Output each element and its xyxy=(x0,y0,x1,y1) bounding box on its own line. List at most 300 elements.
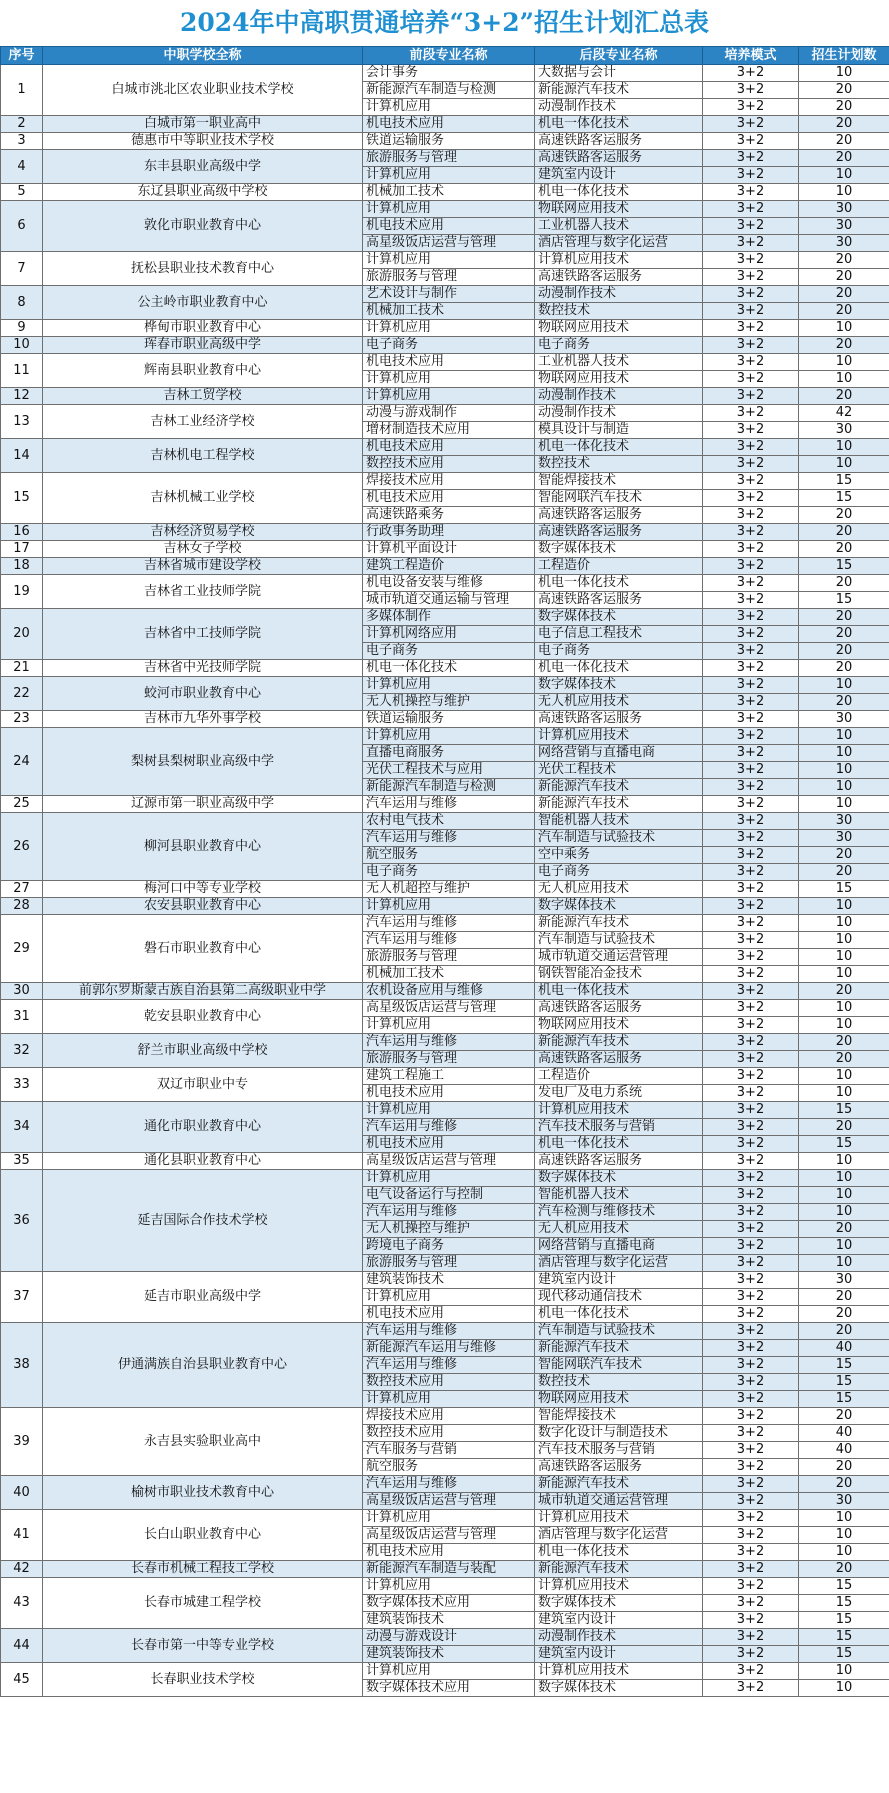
front-major-cell: 计算机应用 xyxy=(363,1510,535,1527)
school-name-cell: 永吉县实验职业高中 xyxy=(43,1408,363,1476)
back-major-cell: 动漫制作技术 xyxy=(535,286,703,303)
serial-number-cell: 38 xyxy=(1,1323,43,1408)
back-major-cell: 高速铁路客运服务 xyxy=(535,507,703,524)
front-major-cell: 数控技术应用 xyxy=(363,1425,535,1442)
serial-number-cell: 33 xyxy=(1,1068,43,1102)
back-major-cell: 工程造价 xyxy=(535,1068,703,1085)
page-title: 2024年中高职贯通培养“3+2”招生计划汇总表 xyxy=(179,8,710,37)
quota-cell: 40 xyxy=(799,1340,889,1357)
quota-cell: 20 xyxy=(799,694,889,711)
training-mode-cell: 3+2 xyxy=(703,1476,799,1493)
school-name-cell: 蛟河市职业教育中心 xyxy=(43,677,363,711)
training-mode-cell: 3+2 xyxy=(703,422,799,439)
back-major-cell: 智能焊接技术 xyxy=(535,1408,703,1425)
training-mode-cell: 3+2 xyxy=(703,915,799,932)
quota-cell: 40 xyxy=(799,1425,889,1442)
school-name-cell: 吉林经济贸易学校 xyxy=(43,524,363,541)
quota-cell: 10 xyxy=(799,1255,889,1272)
quota-cell: 20 xyxy=(799,609,889,626)
back-major-cell: 智能焊接技术 xyxy=(535,473,703,490)
front-major-cell: 机电技术应用 xyxy=(363,1136,535,1153)
front-major-cell: 计算机应用 xyxy=(363,252,535,269)
back-major-cell: 网络营销与直播电商 xyxy=(535,1238,703,1255)
table-row xyxy=(1,116,889,133)
table-row xyxy=(1,677,889,694)
back-major-cell: 计算机应用技术 xyxy=(535,1578,703,1595)
school-name-cell: 长白山职业教育中心 xyxy=(43,1510,363,1561)
back-major-cell: 汽车制造与试验技术 xyxy=(535,1323,703,1340)
front-major-cell: 计算机应用 xyxy=(363,371,535,388)
school-name-cell: 双辽市职业中专 xyxy=(43,1068,363,1102)
training-mode-cell: 3+2 xyxy=(703,1153,799,1170)
training-mode-cell: 3+2 xyxy=(703,1255,799,1272)
training-mode-cell: 3+2 xyxy=(703,1663,799,1680)
back-major-cell: 光伏工程技术 xyxy=(535,762,703,779)
training-mode-cell: 3+2 xyxy=(703,898,799,915)
training-mode-cell: 3+2 xyxy=(703,167,799,184)
front-major-cell: 电子商务 xyxy=(363,337,535,354)
back-major-cell: 数控技术 xyxy=(535,303,703,320)
quota-cell: 30 xyxy=(799,830,889,847)
front-major-cell: 计算机应用 xyxy=(363,1289,535,1306)
front-major-cell: 动漫与游戏制作 xyxy=(363,405,535,422)
quota-cell: 20 xyxy=(799,1051,889,1068)
front-major-cell: 汽车运用与维修 xyxy=(363,932,535,949)
table-row xyxy=(1,575,889,592)
training-mode-cell: 3+2 xyxy=(703,541,799,558)
back-major-cell: 发电厂及电力系统 xyxy=(535,1085,703,1102)
school-name-cell: 长春职业技术学校 xyxy=(43,1663,363,1697)
quota-cell: 20 xyxy=(799,1561,889,1578)
training-mode-cell: 3+2 xyxy=(703,99,799,116)
school-name-cell: 珲春市职业高级中学 xyxy=(43,337,363,354)
quota-cell: 10 xyxy=(799,1153,889,1170)
quota-cell: 20 xyxy=(799,1306,889,1323)
front-major-cell: 计算机应用 xyxy=(363,728,535,745)
back-major-cell: 工业机器人技术 xyxy=(535,354,703,371)
training-mode-cell: 3+2 xyxy=(703,507,799,524)
front-major-cell: 汽车运用与维修 xyxy=(363,1357,535,1374)
table-row xyxy=(1,813,889,830)
quota-cell: 15 xyxy=(799,1646,889,1663)
quota-cell: 20 xyxy=(799,337,889,354)
quota-cell: 10 xyxy=(799,949,889,966)
front-major-cell: 高星级饭店运营与管理 xyxy=(363,235,535,252)
front-major-cell: 城市轨道交通运输与管理 xyxy=(363,592,535,609)
quota-cell: 10 xyxy=(799,762,889,779)
serial-number-cell: 21 xyxy=(1,660,43,677)
front-major-cell: 机电技术应用 xyxy=(363,1306,535,1323)
back-major-cell: 新能源汽车技术 xyxy=(535,1340,703,1357)
table-row xyxy=(1,796,889,813)
back-major-cell: 建筑室内设计 xyxy=(535,167,703,184)
serial-number-cell: 3 xyxy=(1,133,43,150)
serial-number-cell: 28 xyxy=(1,898,43,915)
training-mode-cell: 3+2 xyxy=(703,1289,799,1306)
table-row xyxy=(1,439,889,456)
serial-number-cell: 24 xyxy=(1,728,43,796)
front-major-cell: 建筑工程施工 xyxy=(363,1068,535,1085)
training-mode-cell: 3+2 xyxy=(703,456,799,473)
back-major-cell: 大数据与会计 xyxy=(535,65,703,82)
training-mode-cell: 3+2 xyxy=(703,949,799,966)
training-mode-cell: 3+2 xyxy=(703,1170,799,1187)
back-major-cell: 计算机应用技术 xyxy=(535,1102,703,1119)
quota-cell: 10 xyxy=(799,1017,889,1034)
serial-number-cell: 32 xyxy=(1,1034,43,1068)
quota-cell: 15 xyxy=(799,1629,889,1646)
table-row xyxy=(1,983,889,1000)
training-mode-cell: 3+2 xyxy=(703,779,799,796)
quota-cell: 20 xyxy=(799,116,889,133)
quota-cell: 20 xyxy=(799,847,889,864)
training-mode-cell: 3+2 xyxy=(703,881,799,898)
training-mode-cell: 3+2 xyxy=(703,1017,799,1034)
training-mode-cell: 3+2 xyxy=(703,745,799,762)
school-name-cell: 吉林省城市建设学校 xyxy=(43,558,363,575)
training-mode-cell: 3+2 xyxy=(703,354,799,371)
serial-number-cell: 7 xyxy=(1,252,43,286)
quota-cell: 15 xyxy=(799,881,889,898)
front-major-cell: 汽车运用与维修 xyxy=(363,1476,535,1493)
training-mode-cell: 3+2 xyxy=(703,1000,799,1017)
table-row xyxy=(1,405,889,422)
quota-cell: 10 xyxy=(799,677,889,694)
quota-cell: 15 xyxy=(799,1136,889,1153)
serial-number-cell: 15 xyxy=(1,473,43,524)
column-header-back-major: 后段专业名称 xyxy=(535,47,703,65)
table-row xyxy=(1,133,889,150)
quota-cell: 30 xyxy=(799,422,889,439)
table-row xyxy=(1,286,889,303)
back-major-cell: 数字媒体技术 xyxy=(535,609,703,626)
quota-cell: 10 xyxy=(799,1170,889,1187)
training-mode-cell: 3+2 xyxy=(703,711,799,728)
table-row xyxy=(1,201,889,218)
front-major-cell: 高星级饭店运营与管理 xyxy=(363,1000,535,1017)
training-mode-cell: 3+2 xyxy=(703,1578,799,1595)
front-major-cell: 旅游服务与管理 xyxy=(363,269,535,286)
quota-cell: 30 xyxy=(799,235,889,252)
back-major-cell: 新能源汽车技术 xyxy=(535,1561,703,1578)
quota-cell: 20 xyxy=(799,1408,889,1425)
front-major-cell: 计算机应用 xyxy=(363,898,535,915)
training-mode-cell: 3+2 xyxy=(703,1187,799,1204)
front-major-cell: 机电技术应用 xyxy=(363,116,535,133)
table-header xyxy=(1,47,889,65)
training-mode-cell: 3+2 xyxy=(703,1527,799,1544)
back-major-cell: 电子信息工程技术 xyxy=(535,626,703,643)
table-row xyxy=(1,558,889,575)
training-mode-cell: 3+2 xyxy=(703,1442,799,1459)
serial-number-cell: 39 xyxy=(1,1408,43,1476)
training-mode-cell: 3+2 xyxy=(703,830,799,847)
quota-cell: 20 xyxy=(799,575,889,592)
front-major-cell: 汽车运用与维修 xyxy=(363,1119,535,1136)
front-major-cell: 新能源汽车制造与装配 xyxy=(363,1561,535,1578)
quota-cell: 30 xyxy=(799,201,889,218)
training-mode-cell: 3+2 xyxy=(703,65,799,82)
training-mode-cell: 3+2 xyxy=(703,218,799,235)
front-major-cell: 计算机应用 xyxy=(363,167,535,184)
front-major-cell: 铁道运输服务 xyxy=(363,711,535,728)
training-mode-cell: 3+2 xyxy=(703,235,799,252)
quota-cell: 10 xyxy=(799,1000,889,1017)
back-major-cell: 物联网应用技术 xyxy=(535,201,703,218)
quota-cell: 20 xyxy=(799,150,889,167)
quota-cell: 10 xyxy=(799,1544,889,1561)
quota-cell: 10 xyxy=(799,1068,889,1085)
back-major-cell: 空中乘务 xyxy=(535,847,703,864)
training-mode-cell: 3+2 xyxy=(703,1357,799,1374)
school-name-cell: 吉林省中光技师学院 xyxy=(43,660,363,677)
front-major-cell: 农村电气技术 xyxy=(363,813,535,830)
training-mode-cell: 3+2 xyxy=(703,1510,799,1527)
training-mode-cell: 3+2 xyxy=(703,82,799,99)
training-mode-cell: 3+2 xyxy=(703,609,799,626)
serial-number-cell: 43 xyxy=(1,1578,43,1629)
quota-cell: 10 xyxy=(799,932,889,949)
training-mode-cell: 3+2 xyxy=(703,116,799,133)
quota-cell: 10 xyxy=(799,1238,889,1255)
training-mode-cell: 3+2 xyxy=(703,1272,799,1289)
quota-cell: 15 xyxy=(799,1357,889,1374)
quota-cell: 20 xyxy=(799,1034,889,1051)
training-mode-cell: 3+2 xyxy=(703,1051,799,1068)
quota-cell: 10 xyxy=(799,354,889,371)
serial-number-cell: 25 xyxy=(1,796,43,813)
serial-number-cell: 17 xyxy=(1,541,43,558)
training-mode-cell: 3+2 xyxy=(703,1238,799,1255)
table-row xyxy=(1,1323,889,1340)
front-major-cell: 行政事务助理 xyxy=(363,524,535,541)
front-major-cell: 高星级饭店运营与管理 xyxy=(363,1153,535,1170)
back-major-cell: 机电一体化技术 xyxy=(535,1544,703,1561)
table-row xyxy=(1,660,889,677)
back-major-cell: 机电一体化技术 xyxy=(535,575,703,592)
quota-cell: 10 xyxy=(799,728,889,745)
front-major-cell: 旅游服务与管理 xyxy=(363,1255,535,1272)
table-row xyxy=(1,388,889,405)
serial-number-cell: 29 xyxy=(1,915,43,983)
back-major-cell: 高速铁路客运服务 xyxy=(535,269,703,286)
back-major-cell: 机电一体化技术 xyxy=(535,116,703,133)
serial-number-cell: 11 xyxy=(1,354,43,388)
front-major-cell: 艺术设计与制作 xyxy=(363,286,535,303)
school-name-cell: 吉林省工业技师学院 xyxy=(43,575,363,609)
back-major-cell: 动漫制作技术 xyxy=(535,388,703,405)
school-name-cell: 辉南县职业教育中心 xyxy=(43,354,363,388)
back-major-cell: 动漫制作技术 xyxy=(535,405,703,422)
front-major-cell: 计算机应用 xyxy=(363,201,535,218)
training-mode-cell: 3+2 xyxy=(703,932,799,949)
training-mode-cell: 3+2 xyxy=(703,303,799,320)
training-mode-cell: 3+2 xyxy=(703,371,799,388)
training-mode-cell: 3+2 xyxy=(703,1034,799,1051)
quota-cell: 20 xyxy=(799,864,889,881)
school-name-cell: 吉林机电工程学校 xyxy=(43,439,363,473)
training-mode-cell: 3+2 xyxy=(703,1612,799,1629)
back-major-cell: 高速铁路客运服务 xyxy=(535,1459,703,1476)
back-major-cell: 计算机应用技术 xyxy=(535,252,703,269)
front-major-cell: 高速铁路乘务 xyxy=(363,507,535,524)
front-major-cell: 电子商务 xyxy=(363,643,535,660)
quota-cell: 10 xyxy=(799,1527,889,1544)
back-major-cell: 动漫制作技术 xyxy=(535,1629,703,1646)
back-major-cell: 计算机应用技术 xyxy=(535,728,703,745)
quota-cell: 15 xyxy=(799,1612,889,1629)
front-major-cell: 农机设备应用与维修 xyxy=(363,983,535,1000)
back-major-cell: 计算机应用技术 xyxy=(535,1663,703,1680)
quota-cell: 20 xyxy=(799,303,889,320)
training-mode-cell: 3+2 xyxy=(703,694,799,711)
school-name-cell: 公主岭市职业教育中心 xyxy=(43,286,363,320)
training-mode-cell: 3+2 xyxy=(703,1425,799,1442)
quota-cell: 20 xyxy=(799,1289,889,1306)
front-major-cell: 数字媒体技术应用 xyxy=(363,1595,535,1612)
front-major-cell: 建筑工程造价 xyxy=(363,558,535,575)
school-name-cell: 乾安县职业教育中心 xyxy=(43,1000,363,1034)
front-major-cell: 旅游服务与管理 xyxy=(363,949,535,966)
school-name-cell: 梨树县梨树职业高级中学 xyxy=(43,728,363,796)
school-name-cell: 吉林市九华外事学校 xyxy=(43,711,363,728)
training-mode-cell: 3+2 xyxy=(703,337,799,354)
serial-number-cell: 16 xyxy=(1,524,43,541)
table-row xyxy=(1,320,889,337)
front-major-cell: 机械加工技术 xyxy=(363,966,535,983)
training-mode-cell: 3+2 xyxy=(703,1068,799,1085)
front-major-cell: 计算机应用 xyxy=(363,1391,535,1408)
training-mode-cell: 3+2 xyxy=(703,558,799,575)
table-row xyxy=(1,337,889,354)
school-name-cell: 桦甸市职业教育中心 xyxy=(43,320,363,337)
front-major-cell: 机电技术应用 xyxy=(363,1544,535,1561)
front-major-cell: 机电一体化技术 xyxy=(363,660,535,677)
quota-cell: 30 xyxy=(799,1272,889,1289)
front-major-cell: 新能源汽车制造与检测 xyxy=(363,82,535,99)
back-major-cell: 新能源汽车技术 xyxy=(535,82,703,99)
quota-cell: 30 xyxy=(799,218,889,235)
school-name-cell: 吉林女子学校 xyxy=(43,541,363,558)
training-mode-cell: 3+2 xyxy=(703,643,799,660)
front-major-cell: 建筑装饰技术 xyxy=(363,1612,535,1629)
table-row xyxy=(1,915,889,932)
quota-cell: 42 xyxy=(799,405,889,422)
quota-cell: 20 xyxy=(799,252,889,269)
school-name-cell: 延吉市职业高级中学 xyxy=(43,1272,363,1323)
back-major-cell: 酒店管理与数字化运营 xyxy=(535,235,703,252)
training-mode-cell: 3+2 xyxy=(703,150,799,167)
back-major-cell: 数字媒体技术 xyxy=(535,1170,703,1187)
school-name-cell: 德惠市中等职业技术学校 xyxy=(43,133,363,150)
training-mode-cell: 3+2 xyxy=(703,201,799,218)
quota-cell: 10 xyxy=(799,745,889,762)
back-major-cell: 无人机应用技术 xyxy=(535,1221,703,1238)
back-major-cell: 动漫制作技术 xyxy=(535,99,703,116)
quota-cell: 30 xyxy=(799,1493,889,1510)
back-major-cell: 智能机器人技术 xyxy=(535,1187,703,1204)
serial-number-cell: 12 xyxy=(1,388,43,405)
school-name-cell: 梅河口中等专业学校 xyxy=(43,881,363,898)
quota-cell: 10 xyxy=(799,371,889,388)
back-major-cell: 城市轨道交通运营管理 xyxy=(535,1493,703,1510)
quota-cell: 20 xyxy=(799,1459,889,1476)
serial-number-cell: 36 xyxy=(1,1170,43,1272)
back-major-cell: 汽车检测与维修技术 xyxy=(535,1204,703,1221)
serial-number-cell: 40 xyxy=(1,1476,43,1510)
front-major-cell: 机电技术应用 xyxy=(363,218,535,235)
column-header-quota: 招生计划数 xyxy=(799,47,889,65)
quota-cell: 20 xyxy=(799,133,889,150)
table-row xyxy=(1,184,889,201)
quota-cell: 15 xyxy=(799,558,889,575)
training-mode-cell: 3+2 xyxy=(703,660,799,677)
quota-cell: 10 xyxy=(799,167,889,184)
quota-cell: 10 xyxy=(799,898,889,915)
front-major-cell: 增材制造技术应用 xyxy=(363,422,535,439)
training-mode-cell: 3+2 xyxy=(703,1391,799,1408)
table-row xyxy=(1,1153,889,1170)
back-major-cell: 智能机器人技术 xyxy=(535,813,703,830)
front-major-cell: 机械加工技术 xyxy=(363,303,535,320)
table-row xyxy=(1,1102,889,1119)
training-mode-cell: 3+2 xyxy=(703,269,799,286)
quota-cell: 15 xyxy=(799,473,889,490)
front-major-cell: 旅游服务与管理 xyxy=(363,1051,535,1068)
front-major-cell: 新能源汽车运用与维修 xyxy=(363,1340,535,1357)
back-major-cell: 数字媒体技术 xyxy=(535,1595,703,1612)
training-mode-cell: 3+2 xyxy=(703,1323,799,1340)
quota-cell: 20 xyxy=(799,626,889,643)
training-mode-cell: 3+2 xyxy=(703,473,799,490)
front-major-cell: 机械加工技术 xyxy=(363,184,535,201)
school-name-cell: 长春市第一中等专业学校 xyxy=(43,1629,363,1663)
front-major-cell: 高星级饭店运营与管理 xyxy=(363,1527,535,1544)
table-row xyxy=(1,1272,889,1289)
column-header-mode: 培养模式 xyxy=(703,47,799,65)
quota-cell: 40 xyxy=(799,1442,889,1459)
front-major-cell: 跨境电子商务 xyxy=(363,1238,535,1255)
quota-cell: 10 xyxy=(799,65,889,82)
school-name-cell: 长春市机械工程技工学校 xyxy=(43,1561,363,1578)
table-row xyxy=(1,354,889,371)
back-major-cell: 新能源汽车技术 xyxy=(535,1034,703,1051)
back-major-cell: 电子商务 xyxy=(535,337,703,354)
training-mode-cell: 3+2 xyxy=(703,813,799,830)
school-name-cell: 东丰县职业高级中学 xyxy=(43,150,363,184)
quota-cell: 15 xyxy=(799,1374,889,1391)
training-mode-cell: 3+2 xyxy=(703,1561,799,1578)
back-major-cell: 物联网应用技术 xyxy=(535,1017,703,1034)
back-major-cell: 钢铁智能冶金技术 xyxy=(535,966,703,983)
back-major-cell: 高速铁路客运服务 xyxy=(535,150,703,167)
front-major-cell: 建筑装饰技术 xyxy=(363,1272,535,1289)
serial-number-cell: 9 xyxy=(1,320,43,337)
back-major-cell: 机电一体化技术 xyxy=(535,439,703,456)
table-row xyxy=(1,252,889,269)
quota-cell: 10 xyxy=(799,1204,889,1221)
table-row xyxy=(1,898,889,915)
back-major-cell: 新能源汽车技术 xyxy=(535,915,703,932)
back-major-cell: 高速铁路客运服务 xyxy=(535,524,703,541)
school-name-cell: 白城市第一职业高中 xyxy=(43,116,363,133)
back-major-cell: 计算机应用技术 xyxy=(535,1510,703,1527)
training-mode-cell: 3+2 xyxy=(703,1119,799,1136)
table-row xyxy=(1,473,889,490)
back-major-cell: 新能源汽车技术 xyxy=(535,796,703,813)
front-major-cell: 数字媒体技术应用 xyxy=(363,1680,535,1697)
front-major-cell: 计算机应用 xyxy=(363,320,535,337)
